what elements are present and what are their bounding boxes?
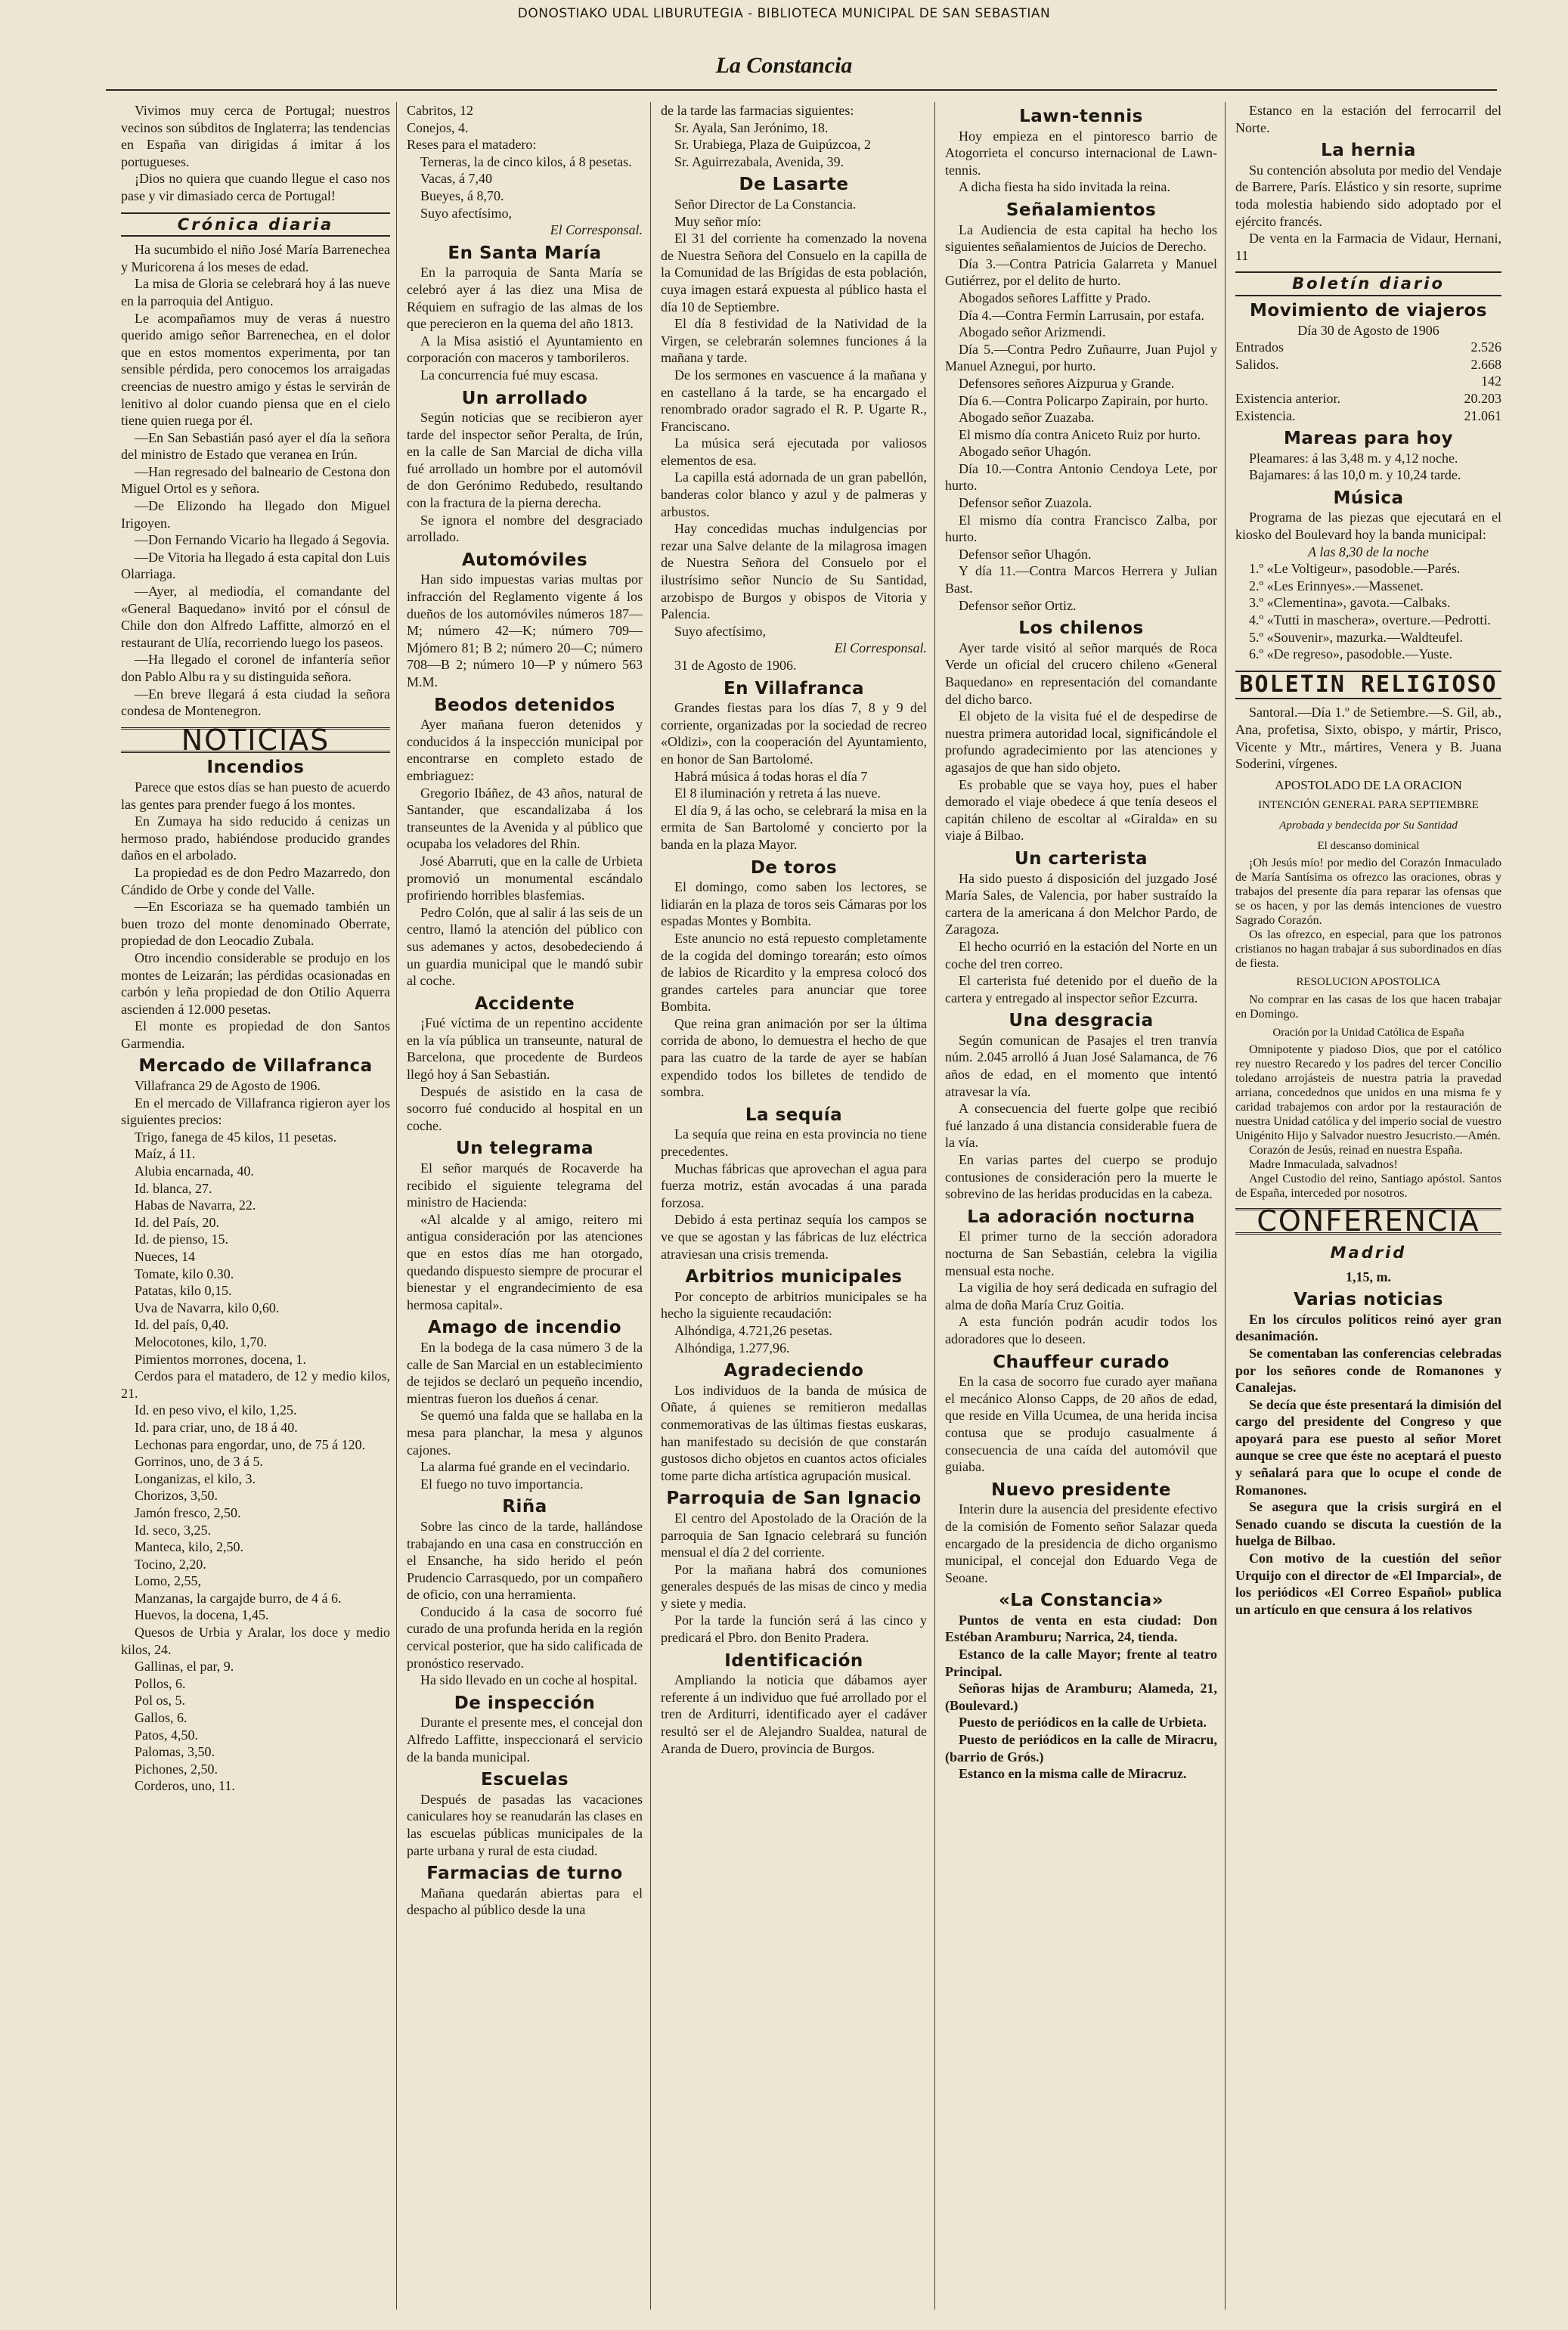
paragraph: Día 5.—Contra Pedro Zuñaurre, Juan Pujol y Manuel Aznegui, por hurto. [945,341,1217,374]
paragraph: Reses para el matadero: [407,137,537,153]
paragraph: Su contención absoluta por medio del Vendaje de Barrere, París. Elástico y sin resorte, suprime toda molestia habiendo sido adoptado por el ejército francés. [1235,162,1501,229]
paragraph: Parece que estos días se han puesto de acuerdo las gentes para prender fuego á los montes. [121,779,390,812]
article-heading: En Santa María [448,243,602,263]
price-item: Id. blanca, 27. [135,1180,212,1196]
article-heading: Amago de incendio [427,1318,622,1338]
price-item: Habas de Navarra, 22. [135,1198,256,1213]
paragraph: El domingo, como saben los lectores, se lidiarán en la plaza de toros seis Cámaras por los espadas Montes y Bombita. [661,879,927,929]
paragraph: Vivimos muy cerca de Portugal; nuestros vecinos son súbditos de Inglaterra; las tendencias en España van dirigidas á imitar á los portugueses. [121,103,390,169]
paragraph: —De Vitoria ha llegado á esta capital don Luis Olarriaga. [121,549,390,582]
paragraph: Conducido á la casa de socorro fué curado de una profunda herida en la región cervical posterior, que ha sido calificada de pronóstico reservado. [407,1603,643,1671]
column-divider [396,102,397,2310]
paragraph: Por la tarde la función será á las cinco y predicará el Pbro. don Benito Pradera. [661,1613,927,1646]
article-heading: Un carterista [1014,848,1148,869]
paragraph: A dicha fiesta ha sido invitada la reina. [959,179,1170,195]
price-item: Chorizos, 3,50. [135,1488,218,1504]
music-item: 1.º «Le Voltigeur», pasodoble.—Parés. [1249,561,1461,577]
news-wire [1235,1311,1501,1619]
paragraph: A la Misa asistió el Ayuntamiento en corporación con maceros y tamborileros. [407,333,643,366]
paragraph: En el mercado de Villafranca rigieron ayer los siguientes precios: [121,1095,390,1128]
paragraph: El carterista fué detenido por el dueño de la cartera y entregado al inspector señor Ezcurra. [945,973,1217,1005]
paragraph: ¡Dios no quiera que cuando llegue el caso nos pase y vir dimasiado cerca de Portugal! [121,171,390,203]
paragraph: Con motivo de la cuestión del señor Urquijo con el director de «El Imparcial», de los periódicos «El Correo Español» publica un artículo en que censura á los relativos [1235,1551,1501,1617]
paragraph: Programa de las piezas que ejecutará en el kiosko del Boulevard hoy la banda municipal: [1235,510,1501,543]
masthead-rule [106,89,1497,91]
column-4 [945,102,1217,2310]
paragraph: Los individuos de la banda de música de Oñate, á quienes se remitieron medallas conmemorativas de las últimas fiestas euskaras, han manifestado su decisión de que constarán gustosos dicho objetos en cuantos actos oficiales tome parte dicha artística agrupación musical. [661,1382,927,1483]
article-heading: Varias noticias [1294,1290,1443,1310]
paragraph: Le acompañamos muy de veras á nuestro querido amigo señor Barrenechea, en el dolor que en estos momentos experimenta, por tan sensible pérdida, pero conocemos los arraigadas creencias de nuestro amigo y éstas le servirán de lenitivo al dolor cuando piensa que en el cielo tiene quien ruega por él. [121,310,390,429]
paragraph: Bueyes, á 8,70. [420,187,504,203]
paragraph: Terneras, la de cinco kilos, á 8 pesetas. [420,153,632,169]
paragraph: Puesto de periódicos en la calle de Miracru, (barrio de Grós.) [945,1732,1217,1765]
column-2 [407,102,643,2310]
paragraph: Defensor señor Zuazola. [959,495,1092,511]
paragraph: En varias partes del cuerpo se produjo contusiones de consideración pero la muerte le sobrevino de las heridas producidas en la cabeza. [945,1152,1217,1202]
paragraph: Hoy empieza en el pintoresco barrio de Atogorrieta el concurso internacional de Lawn-tennis. [945,128,1217,178]
paragraph: Cabritos, 12 [407,103,473,118]
column-3 [661,102,927,2310]
paragraph: El monte es propiedad de don Santos Garmendia. [121,1018,390,1051]
stat-value: 2.668 [1470,356,1501,372]
paragraph: Día 30 de Agosto de 1906 [1297,322,1439,338]
paragraph: Por la mañana habrá dos comuniones generales después de las misas de cinco y media y siete y media. [661,1561,927,1611]
article-heading: Mareas para hoy [1283,429,1454,449]
price-item: Pichones, 2,50. [135,1761,218,1777]
paragraph: Vacas, á 7,40 [420,171,492,187]
price-item: Nueces, 14 [135,1249,195,1264]
paragraph: Mañana quedarán abiertas para el despacho al público desde la una [407,1885,643,1918]
section-heading-religioso: BOLETIN RELIGIOSO [1235,671,1501,700]
paragraph: —En breve llegará á esta ciudad la señora condesa de Montenegron. [121,686,390,719]
article-heading: De Lasarte [739,175,849,195]
stat-label: Existencia. [1235,407,1296,423]
paragraph: ¡Fué víctima de un repentino accidente en la vía pública un transeunte, natural de Barcelona, que procedente de Burdeos llegó hoy á San Sebastián. [407,1015,643,1083]
price-item: Alubia encarnada, 40. [135,1163,254,1179]
price-item: Id. para criar, uno, de 18 á 40. [135,1419,298,1435]
article-heading: Accidente [474,993,575,1014]
price-item: Uva de Navarra, kilo 0,60. [135,1300,280,1315]
article-heading: Riña [502,1497,547,1517]
paragraph: Conejos, 4. [407,119,469,135]
stat-row [1235,339,1501,356]
article-heading: Parroquia de San Ignacio [666,1489,922,1509]
paragraph: Se decía que éste presentará la dimisión del cargo del presidente del Congreso y que apoyará para ese puesto al señor Moret aunque se cree que éste no aceptará el puesto y señalará para que lo ocupe el conde de Romanones. [1235,1396,1501,1498]
paragraph: Defensor señor Ortiz. [959,597,1077,613]
section-heading-boletin: Boletín diario [1235,271,1501,296]
stat-label: Existencia anterior. [1235,390,1340,406]
paragraph: —Han regresado del balneario de Cestona don Miguel Ortol es y señora. [121,463,390,497]
stat-row [1235,356,1501,373]
article-heading: Arbitrios municipales [685,1267,903,1287]
stat-value: 20.203 [1464,390,1501,406]
section-heading-noticias: NOTICIAS [121,727,390,754]
paragraph: El primer turno de la sección adoradora nocturna de San Sebastián, celebra la vigilia mensual esta noche. [945,1229,1217,1278]
price-item: Longanizas, el kilo, 3. [135,1470,256,1486]
paragraph: Estanco en la estación del ferrocarril del Norte. [1235,103,1501,135]
price-item: Pollos, 6. [135,1675,186,1691]
paragraph: Día 3.—Contra Patricia Galarreta y Manuel Gutiérrez, por el delito de hurto. [945,256,1217,289]
price-item: Id. en peso vivo, el kilo, 1,25. [135,1402,297,1418]
price-item: Gallos, 6. [135,1710,187,1726]
music-item: 6.º «De regreso», pasodoble.—Yuste. [1249,646,1453,662]
paragraph: —En Escoriaza se ha quemado también un buen trozo del monte denominado Oberrate, propiedad de don Leocadio Zubala. [121,899,390,949]
paragraph: Pleamares: á las 3,48 m. y 4,12 noche. [1249,450,1458,466]
article-heading: Identificación [724,1650,863,1671]
paragraph: El señor marqués de Rocaverde ha recibido el siguiente telegrama del ministro de Hacienda: [407,1160,643,1210]
paragraph: Día 10.—Contra Antonio Cendoya Lete, por hurto. [945,460,1217,494]
paragraph: Muy señor mío: [674,213,761,229]
paragraph: La sequía que reina en esta provincia no tiene precedentes. [661,1126,927,1160]
price-item: Tomate, kilo 0.30. [135,1266,234,1281]
paragraph: «Al alcalde y al amigo, reitero mi antigua consideración por las atenciones que en estos días me han otorgado, quedando dispuesto siempre de procurar el bienestar y el engrandecimiento de esa hermosa capital». [407,1211,643,1312]
paragraph: Durante el presente mes, el concejal don Alfredo Laffitte, inspeccionará el servicio de la banda municipal. [407,1715,643,1765]
price-item: Lomo, 2,55, [135,1573,201,1589]
price-item: Pimientos morrones, docena, 1. [135,1351,306,1367]
paragraph: A esta función podrán acudir todos los adoradores que lo deseen. [945,1314,1217,1346]
paragraph: Abogado señor Arizmendi. [959,324,1106,340]
paragraph: Bajamares: á las 10,0 m. y 10,24 tarde. [1249,467,1461,483]
dateline-madrid: Madrid [1330,1243,1407,1262]
paragraph: Abogados señores Laffitte y Prado. [959,290,1151,305]
price-item: Tocino, 2,20. [135,1556,206,1572]
paragraph: —Don Fernando Vicario ha llegado á Segovia. [135,532,389,548]
paragraph: Alhóndiga, 4.721,26 pesetas. [674,1322,832,1338]
paragraph: Otro incendio considerable se produjo en los montes de Leizarán; las pérdidas ocasionadas en carbón y leña propiedad de don Otilio Aquerra ascienden á 12.000 pesetas. [121,950,390,1017]
paragraph: La música será ejecutada por valiosos elementos de esa. [661,435,927,468]
paragraph: Angel Custodio del reino, Santiago apóstol. Santos de España, interceded por nosotros. [1235,1173,1501,1201]
article-heading: De toros [750,857,838,878]
paragraph: Corazón de Jesús, reinad en nuestra España. [1249,1144,1463,1157]
paragraph: Puesto de periódicos en la calle de Urbieta. [959,1715,1207,1730]
paragraph: La alarma fué grande en el vecindario. [420,1459,631,1475]
paragraph: Santoral.—Día 1.º de Setiembre.—S. Gil, ab., Ana, profetisa, Sixto, obispo, y mártir, Prisco, Vicente y Mtr., mártires, Venera y B. Juana Soderini, vírgenes. [1235,705,1501,772]
paragraph: Sobre las cinco de la tarde, hallándose trabajando en una casa en construcción en el Ensanche, ha sido herido el peón Prudencio Carrasquedo, por un compañero de oficio, con una herramienta. [407,1518,643,1603]
price-list [121,1145,390,1795]
paragraph: Estanco en la misma calle de Miracruz. [959,1766,1187,1782]
paragraph: Ayer tarde visitó al señor marqués de Roca Verde un oficial del crucero chileno «General Baquedano» en representación del comandante del dicho barco. [945,640,1217,707]
section-heading-cronica: Crónica diaria [121,212,390,237]
paragraph: Según comunican de Pasajes el tren tranvía núm. 2.045 arrolló á Juan José Salamanca, de 76 años de edad, en el momento que intentó atravesar la vía. [945,1032,1217,1099]
paragraph: Madre Inmaculada, salvadnos! [1249,1158,1398,1172]
paragraph: El centro del Apostolado de la Oración de la parroquia de San Ignacio celebrará su función mensual el día 2 del corriente. [661,1510,927,1560]
paragraph: Ha sucumbido el niño José María Barrenechea y Muricorena á los meses de edad. [121,242,390,274]
paragraph: Ha sido puesto á disposición del juzgado José María Sales, de Valencia, por haber sustraído la cartera de la americana á don Melchor Pardo, de Zaragoza. [945,870,1217,937]
column-divider [934,102,935,2310]
paragraph: 31 de Agosto de 1906. [674,658,797,673]
price-item: Id. de pienso, 15. [135,1232,228,1247]
paragraph: Ha sido llevado en un coche al hospital. [420,1672,637,1688]
stat-value: 142 [1481,373,1501,389]
paragraph: Ampliando la noticia que dábamos ayer referente á un individuo que fué arrollado por el tren de Arditurri, identificado ayer el cadáver resultó ser el de Alejandro Sualdea, natural de Aranda de Duero, provincia de Burgos. [661,1672,927,1756]
paragraph: No comprar en las casas de los que hacen trabajar en Domingo. [1235,993,1501,1021]
paragraph: Por concepto de arbitrios municipales se ha hecho la siguiente recaudación: [661,1288,927,1321]
article-heading: Beodos detenidos [434,695,615,715]
article-heading: Una desgracia [1009,1011,1154,1031]
paragraph: El fuego no tuvo importancia. [420,1476,584,1492]
paragraph: Hay concedidas muchas indulgencias por rezar una Salve delante de la milagrosa imagen de Nuestra Señora del Consuelo por el ilustrísimo señor Nuncio de Su Santidad, arzobispo de Burgos y obispos de Vitoria y Palencia. [661,521,927,622]
price-item: Id. seco, 3,25. [135,1522,211,1538]
stat-row [1235,373,1501,390]
paragraph: El objeto de la visita fué el de despedirse de nuestra primera autoridad local, significándole el profundo agradecimiento por las atenciones y agasajos de que han sido objeto. [945,708,1217,775]
paragraph: El 31 del corriente ha comenzado la novena de Nuestra Señora del Consuelo en la capilla de la Comunidad de las Brígidas de esta población, cuya imagen estará expuesta al público hasta el día 10 de Septiembre. [661,231,927,314]
paragraph: Es probable que se vaya hoy, pues el haber demorado el viaje obedece á que tenía deseos el capitán chileno de escoltar al «Giralda» en su viaje á Bilbao. [945,776,1217,844]
paragraph: Defensor señor Uhagón. [959,546,1092,562]
paragraph: Día 4.—Contra Fermín Larrusain, por estafa. [959,307,1204,323]
stat-value: 2.526 [1470,339,1501,355]
column-5 [1235,102,1501,2310]
paragraph: El 8 iluminación y retreta á las nueve. [674,785,881,801]
music-item: 3.º «Clementina», gavota.—Calbaks. [1249,595,1451,611]
subheading: Aprobada y bendecida por Su Santidad [1279,819,1458,832]
paragraph: Pedro Colón, que al salir á las seis de un centro, llamó la atención del público con sus ademanes y actos, desobedeciendo á un guardia municipal que le mandó subir al coche. [407,904,643,989]
paragraph: En la parroquia de Santa María se celebró ayer á las diez una Misa de Réquiem en sufragio de las almas de los que perecieron en la quema del año 1813. [407,265,643,332]
column-divider [650,102,651,2310]
paragraph: Trigo, fanega de 45 kilos, 11 pesetas. [135,1129,337,1145]
paragraph: Estanco de la calle Mayor; frente al teatro Principal. [945,1647,1217,1679]
price-item: Patatas, kilo 0,15. [135,1283,232,1299]
stat-row [1235,390,1501,407]
price-item: Palomas, 3,50. [135,1744,215,1760]
paragraph: El hecho ocurrió en la estación del Norte en un coche del tren correo. [945,938,1217,971]
article-heading: «La Constancia» [998,1591,1164,1611]
paragraph: Os las ofrezco, en especial, para que los patronos cristianos no hagan trabajar á sus subordinados en días de fiesta. [1235,928,1501,971]
sales-points [945,1612,1217,1783]
column-1 [121,102,390,2310]
paragraph: Sr. Ayala, San Jerónimo, 18. [674,119,829,135]
paragraph: Que reina gran animación por ser la última corrida de abono, lo demuestra el hecho de que para las cuatro de la tarde de ayer se habían expendido todos los billetes de tendido de sombra. [661,1015,927,1100]
paragraph: Se comentaban las conferencias celebradas por los señores conde de Romanones y Canalejas. [1235,1345,1501,1396]
article-heading: Movimiento de viajeros [1250,300,1487,321]
price-item: Id. del país, 0,40. [135,1317,229,1333]
paragraph: Abogado señor Uhagón. [959,444,1092,460]
paragraph: Han sido impuestas varias multas por infracción del Reglamento vigente á los dueños de los automóviles números 187—M; número 42—K; número 709—Mjómero 81; B 2; número 20—C; número 708—B 2; número 10—P y número 563 M.M. [407,572,643,689]
paragraph: En la bodega de la casa número 3 de la calle de San Marcial en un establecimiento de tejidos se declaró un pequeño incendio, mientras fueron los dueños á cenar. [407,1339,643,1406]
stat-label: Salidos. [1235,356,1279,372]
article-heading: Un telegrama [456,1139,593,1159]
subheading: El descanso dominical [1317,839,1420,852]
price-item: Gallinas, el par, 9. [135,1659,234,1675]
paragraph: Suyo afectísimo, [674,623,766,639]
paragraph: En los círculos políticos reinó ayer gran desanimación. [1235,1311,1501,1344]
section-heading-conferencia: CONFERENCIA [1235,1208,1501,1235]
paragraph: La misa de Gloria se celebrará hoy á las nueve en la parroquia del Antiguo. [121,276,390,308]
article-heading: Farmacias de turno [426,1864,623,1884]
paragraph: Alhóndiga, 1.277,96. [674,1340,790,1356]
paragraph: ¡Oh Jesús mío! por medio del Corazón Inmaculado de María Santísima os ofrezco las oraciones, obras y trabajos del presente día para reparar las ofensas que se os hacen, y por las demás intenciones de vuestro Sagrado Corazón. [1235,857,1501,928]
article-heading: Lawn-tennis [1019,107,1143,126]
paragraph: Después de pasadas las vacaciones caniculares hoy se reanudarán las clases en las escuelas públicas municipales de la parte urbana y rural de esta ciudad. [407,1791,643,1858]
article-heading: Chauffeur curado [993,1352,1170,1372]
paragraph: —De Elizondo ha llegado don Miguel Irigoyen. [121,498,390,531]
article-heading: Automóviles [461,550,588,570]
paragraph: De venta en la Farmacia de Vidaur, Hernani, 11 [1235,231,1501,263]
article-heading: Mercado de Villafranca [138,1056,373,1077]
stat-row [1235,407,1501,425]
paragraph: Suyo afectísimo, [420,205,512,221]
article-heading: Señalamientos [1006,200,1157,220]
paragraph: Habrá música á todas horas el día 7 [674,768,868,784]
paragraph: En la casa de socorro fue curado ayer mañana el mecánico Alonso Capps, de 20 años de edad, que reside en Villa Ucumea, de una herida incisa contusa que se produjo casualmente á consecuencia de una caída del automóvil que guiaba. [945,1374,1217,1475]
article-heading: La hernia [1321,141,1416,161]
paragraph: Se ignora el nombre del desgraciado arrollado. [407,512,643,545]
price-item: Corderos, uno, 11. [135,1778,235,1794]
price-item: Lechonas para engordar, uno, de 75 á 120. [135,1436,366,1452]
paragraph: Día 6.—Contra Policarpo Zapirain, por hurto. [959,392,1208,408]
music-item: 5.º «Souvenir», mazurka.—Waldteufel. [1249,629,1464,645]
price-item: Pol os, 5. [135,1693,186,1709]
paragraph: A consecuencia del fuerte golpe que recibió fué lanzado á una distancia considerable fuera de la vía. [945,1101,1217,1151]
paragraph: La capilla está adornada de un gran pabellón, banderas color blanco y azul y de palmeras y arbustos. [661,469,927,519]
paragraph: La propiedad es de don Pedro Mazarredo, don Cándido de Orbe y conde del Valle. [121,864,390,897]
price-item: Melocotones, kilo, 1,70. [135,1334,267,1349]
paragraph: Después de asistido en la casa de socorro fué conducido al hospital en un coche. [407,1083,643,1133]
paragraph: Gregorio Ibáñez, de 43 años, natural de Santander, que escandalizaba á los transeuntes de la Avenida y al público que ocupaba los veladores del Rhin. [407,785,643,852]
paragraph: El mismo día contra Aniceto Ruiz por hurto. [959,426,1201,442]
price-item: Huevos, la docena, 1,45. [135,1607,269,1623]
signature: El Corresponsal. [834,640,927,656]
article-heading: Escuelas [480,1770,569,1790]
article-heading: Agradeciendo [724,1361,864,1381]
paragraph: Puntos de venta en esta ciudad: Don Estéban Aramburu; Narrica, 24, tienda. [945,1612,1217,1645]
stat-label: Entrados [1235,339,1284,355]
article-heading: Incendios [206,758,305,778]
paragraph: La concurrencia fué muy escasa. [420,367,599,383]
article-heading: Nuevo presidente [990,1479,1172,1500]
price-item: Manzanas, la cargajde burro, de 4 á 6. [135,1590,342,1606]
music-item: 2.º «Les Erinnyes».—Massenet. [1249,578,1424,593]
paragraph: Y día 11.—Contra Marcos Herrera y Julian Bast. [945,563,1217,596]
price-item: Maíz, á 11. [135,1146,196,1162]
page-masthead: La Constancia [715,53,853,78]
paragraph: El día 9, á las ocho, se celebrará la misa en la ermita de San Bartolomé y concierto por la banda en la plaza Mayor. [661,802,927,852]
paragraph: Sr. Urabiega, Plaza de Guipúzcoa, 2 [674,137,871,153]
article-heading: APOSTOLADO DE LA ORACION [1275,777,1462,792]
paragraph: Defensores señores Aizpurua y Grande. [959,375,1175,391]
subheading: RESOLUCION APOSTOLICA [1296,976,1441,989]
subheading: INTENCIÓN GENERAL PARA SEPTIEMBRE [1258,799,1479,812]
paragraph: —Ayer, al mediodía, el comandante del «General Baquedano» invitó por el cónsul de Chile don don Alfredo Laffitte, almorzó en el restaurant de Ulía, recorriendo luego los paseos. [121,584,390,650]
article-heading: La sequía [745,1105,843,1125]
column-divider [1225,102,1226,2310]
paragraph: La Audiencia de esta capital ha hecho los siguientes señalamientos de Juicios de Derecho. [945,222,1217,255]
paragraph: Señor Director de La Constancia. [674,196,857,212]
price-item: Manteca, kilo, 2,50. [135,1539,243,1555]
paragraph: Este anuncio no está repuesto completamente de la cogida del domingo torearán; esto oímos de labios de Ricardito y la empresa colocó dos grandes carteles para anunciar que toree Bombita. [661,930,927,1015]
dateline-time: 1,15, m. [1346,1269,1391,1284]
article-heading: Música [1333,488,1404,508]
paragraph: Omnipotente y piadoso Dios, que por el católico rey nuestro Recaredo y los padres del tercer Concilio toledano arrojásteis de nuestra patria la pravedad arriana, concedednos que unidos en una misma fe y caridad trabajemos con ardor por la restauración de nuestra Unidad católica y del imperio social de vuestro Unigénito Hijo y Salvador nuestro Jesucristo.—Amén. [1235,1043,1501,1143]
article-heading: Un arrollado [461,388,588,408]
paragraph: Abogado señor Zuazaba. [959,410,1095,426]
music-item: 4.º «Tutti in maschera», overture.—Pedrotti. [1249,612,1491,628]
paragraph: Señoras hijas de Aramburu; Alameda, 21, (Boulevard.) [945,1681,1217,1713]
paragraph: Sr. Aguirrezabala, Avenida, 39. [674,153,844,169]
paragraph: Se asegura que la crisis surgirá en el Senado cuando se discuta la cuestión de la huelga de Bilbao. [1235,1499,1501,1549]
archive-banner: DONOSTIAKO UDAL LIBURUTEGIA - BIBLIOTECA MUNICIPAL DE SAN SEBASTIAN [517,6,1051,21]
paragraph: Villafranca 29 de Agosto de 1906. [135,1078,321,1094]
price-item: Gorrinos, uno, de 3 á 5. [135,1454,263,1470]
paragraph: El mismo día contra Francisco Zalba, por hurto. [945,512,1217,545]
paragraph: En Zumaya ha sido reducido á cenizas un hermoso prado, habiéndose producido grandes daños en el arbolado. [121,813,390,863]
stat-value: 21.061 [1464,407,1501,423]
paragraph: La vigilia de hoy será dedicada en sufragio del alma de doña María Cruz Goitia. [945,1280,1217,1312]
price-item: Quesos de Urbia y Aralar, los doce y medio kilos, 24. [121,1625,390,1657]
paragraph: Según noticias que se recibieron ayer tarde del inspector señor Peralta, de Irún, en la calle de San Marcial de dicha villa fué arrollado un hombre por el automóvil de don Gerónimo Redubedo, resultando con la fractura de la pierna derecha. [407,410,643,511]
signature: El Corresponsal. [550,222,643,238]
paragraph: Debido á esta pertinaz sequía los campos se ve que se agostan y las fábricas de luz eléctrica atraviesan una crisis tremenda. [661,1212,927,1262]
article-heading: La adoración nocturna [967,1207,1195,1227]
paragraph: El día 8 festividad de la Natividad de la Virgen, se celebrarán solemnes funciones á la mañana y tarde. [661,316,927,366]
paragraph: Muchas fábricas que aprovechan el agua para fuerza motriz, están avocadas á una parada forzosa. [661,1160,927,1210]
price-item: Cerdos para el matadero, de 12 y medio kilos, 21. [121,1368,390,1401]
paragraph: —En San Sebastián pasó ayer el día la señora del ministro de Estado que veranea en Irún. [121,429,390,463]
paragraph: De los sermones en vascuence á la mañana y en castellano á la tarde, se ha encargado el renombrado orador sagrado el R. P. Ugarte R., Franciscano. [661,367,927,434]
subheading: Oración por la Unidad Católica de España [1272,1026,1464,1039]
price-item: Patos, 4,50. [135,1727,199,1743]
article-heading: De inspección [454,1693,596,1713]
paragraph: —Ha llegado el coronel de infantería señor don Pablo Albu ra y su distinguida señora. [121,652,390,684]
paragraph: A las 8,30 de la noche [1308,544,1429,559]
article-heading: Los chilenos [1018,618,1144,639]
paragraph: Se quemó una falda que se hallaba en la mesa para planchar, la mesa y algunos cajones. [407,1408,643,1458]
paragraph: Ayer mañana fueron detenidos y conducidos á la inspección municipal por encontrarse en completo estado de embriaguez: [407,717,643,783]
paragraph: de la tarde las farmacias siguientes: [661,103,854,118]
article-heading: En Villafranca [723,678,865,699]
price-item: Jamón fresco, 2,50. [135,1504,241,1520]
paragraph: Interin dure la ausencia del presidente efectivo de la comisión de Fomento señor Salazar queda encargado de la presidencia de dicho organismo municipal, el concejal don Eduardo Vega de Seoane. [945,1501,1217,1585]
paragraph: Grandes fiestas para los días 7, 8 y 9 del corriente, organizadas por la sociedad de recreo «Oldizi», con la cooperación del Ayuntamiento, en honor de San Bartolomé. [661,700,927,767]
paragraph: José Abarruti, que en la calle de Urbieta promovió un monumental escándalo profiriendo horribles blasfemias. [407,853,643,903]
price-item: Id. del País, 20. [135,1214,219,1230]
